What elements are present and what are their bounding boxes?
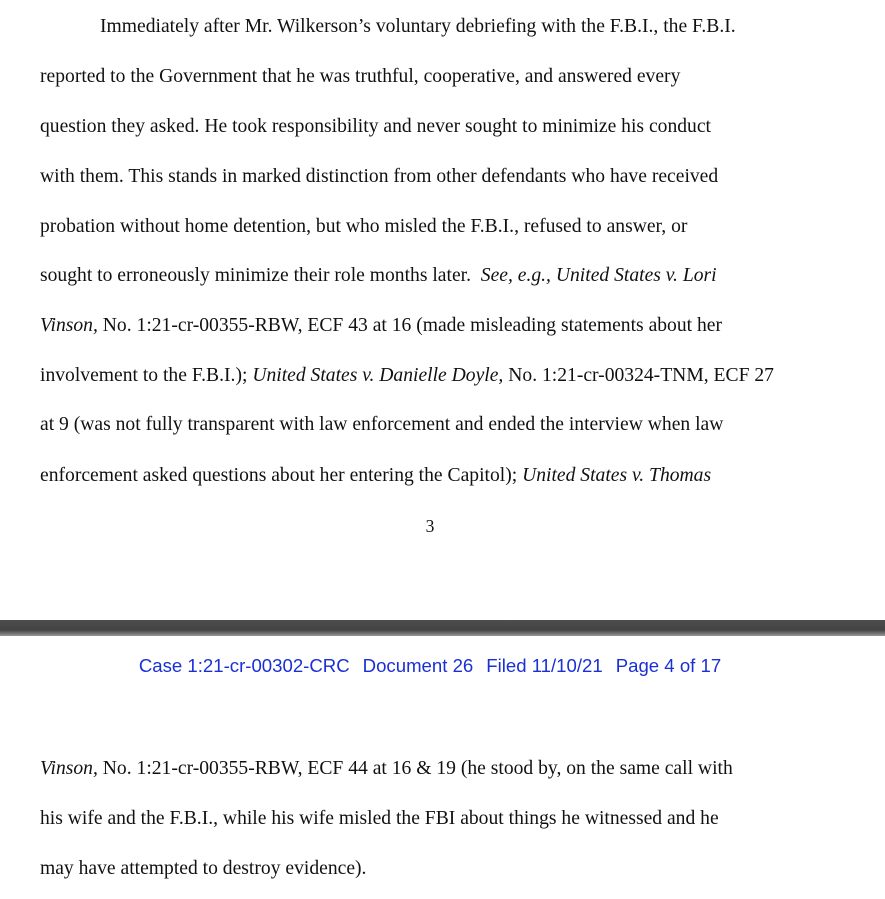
case-citation: Vinson,: [40, 315, 98, 336]
body-text-line: probation without home detention, but who misled the F.B.I., refused to answer, or: [40, 216, 688, 237]
body-text-line: question they asked. He took responsibility and never sought to minimize his conduct: [40, 116, 711, 137]
document-number: Document 26: [362, 655, 474, 676]
body-text-line: [40, 464, 711, 488]
body-text-line: his wife and the F.B.I., while his wife misled the FBI about things he witnessed and he: [40, 808, 719, 829]
body-text: enforcement asked questions about her entering the Capitol);: [40, 465, 523, 486]
body-text-line: [40, 314, 722, 338]
page-divider: [0, 620, 885, 636]
body-text-line: [40, 757, 733, 781]
case-number: Case 1:21-cr-00302-CRC: [138, 655, 350, 676]
body-text-line: at 9 (was not fully transparent with law enforcement and ended the interview when law: [40, 414, 724, 435]
body-text: No. 1:21-cr-00355-RBW, ECF 43 at 16 (made misleading statements about her: [97, 315, 723, 336]
body-text-line: with them. This stands in marked distinction from other defendants who have received: [40, 166, 719, 187]
body-text: No. 1:21-cr-00355-RBW, ECF 44 at 16 & 19 (he stood by, on the same call with: [97, 758, 733, 779]
ecf-header: [0, 654, 860, 678]
page-indicator: Page 4 of 17: [615, 655, 722, 676]
page-number: 3: [425, 516, 435, 536]
body-text: involvement to the F.B.I.);: [40, 365, 253, 386]
case-citation: United States v. Danielle Doyle,: [252, 365, 504, 386]
case-citation: See, e.g., United States v. Lori: [480, 265, 717, 286]
body-text-line: Immediately after Mr. Wilkerson’s voluntary debriefing with the F.B.I., the F.B.I.: [100, 16, 736, 37]
body-text: No. 1:21-cr-00324-TNM, ECF 27: [503, 365, 774, 386]
filed-date: Filed 11/10/21: [486, 655, 603, 676]
body-text-line: may have attempted to destroy evidence).: [40, 858, 367, 879]
body-text-line: [40, 364, 774, 388]
case-citation: United States v. Thomas: [522, 465, 712, 486]
body-text: sought to erroneously minimize their role months later.: [40, 265, 471, 286]
body-text-line: reported to the Government that he was truthful, cooperative, and answered every: [40, 66, 681, 87]
case-citation: Vinson,: [40, 758, 98, 779]
body-text-line: [40, 264, 717, 288]
